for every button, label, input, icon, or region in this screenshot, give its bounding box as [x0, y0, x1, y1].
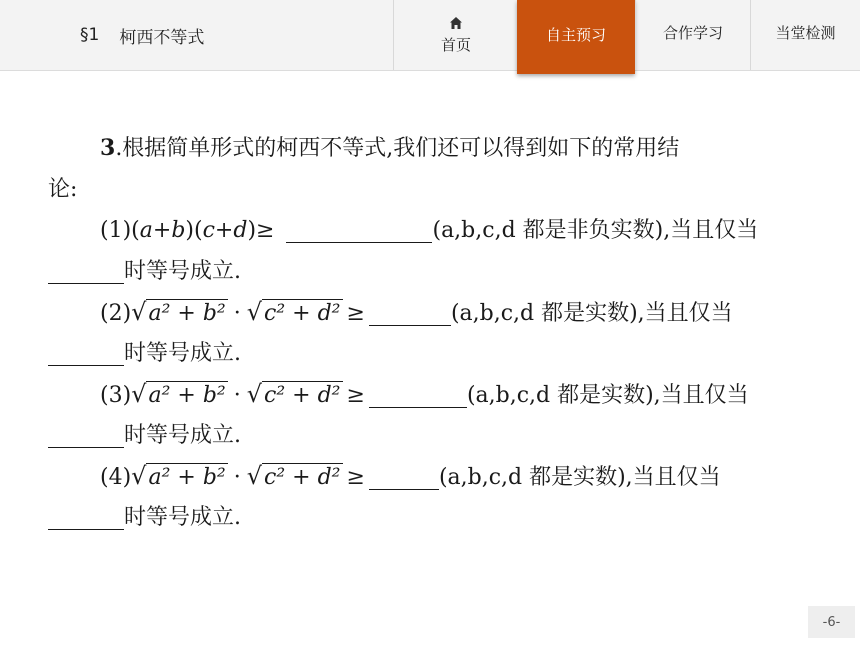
home-button[interactable]	[393, 0, 518, 70]
sqrt-sign: √	[131, 380, 147, 408]
item-1-line	[48, 210, 818, 251]
sqrt-radicand-left: a² + b²	[148, 465, 226, 490]
section-name: 柯西不等式	[119, 27, 205, 48]
expr-part: (	[131, 218, 140, 243]
tab-class-test[interactable]	[750, 0, 860, 70]
answer-blank[interactable]	[369, 297, 451, 326]
answer-blank[interactable]	[48, 255, 124, 284]
item-3-label: (3)	[100, 383, 132, 408]
sqrt-radicand-right: c² + d²	[264, 465, 341, 490]
answer-blank[interactable]	[369, 461, 439, 490]
item-4-label: (4)	[100, 465, 132, 490]
item-2-tail-line	[48, 333, 818, 374]
item-2-line	[48, 292, 818, 333]
sqrt-sign: √	[246, 380, 263, 408]
item-number: 3	[100, 135, 116, 161]
intro-continuation	[48, 169, 818, 210]
expr-var-a: a	[139, 218, 153, 243]
expr-paren: )(	[185, 218, 203, 243]
sqrt-sign: √	[246, 298, 263, 326]
item-3-line	[48, 374, 818, 415]
expr-close-geq: )≥	[247, 218, 275, 243]
item-2-label: (2)	[100, 301, 132, 326]
geq-sign: ≥	[346, 383, 365, 408]
expr-var-b: b	[171, 218, 186, 243]
item-1-condition: (a,b,c,d 都是非负实数),当且仅当	[432, 218, 759, 243]
sqrt-sign: √	[131, 462, 147, 490]
tab-cooperative-learning[interactable]	[635, 0, 750, 70]
section-title	[0, 0, 393, 70]
intro-text: .根据简单形式的柯西不等式,我们还可以得到如下的常用结	[115, 136, 680, 161]
answer-blank[interactable]	[369, 379, 467, 408]
intro-line	[48, 128, 818, 169]
section-number: §1	[80, 25, 100, 45]
item-4-line	[48, 456, 818, 497]
geq-sign: ≥	[346, 301, 365, 326]
tab-class-test-label: 当堂检测	[775, 24, 836, 42]
item-2-condition: (a,b,c,d 都是实数),当且仅当	[450, 301, 733, 326]
tab-cooperative-learning-label: 合作学习	[662, 24, 723, 42]
geq-sign: ≥	[346, 465, 365, 490]
sqrt-sign: √	[131, 298, 147, 326]
top-navigation-bar	[0, 0, 860, 71]
item-3-condition: (a,b,c,d 都是实数),当且仅当	[466, 383, 749, 408]
tab-self-study[interactable]	[517, 0, 635, 74]
item-2-tail: 时等号成立.	[124, 341, 241, 366]
item-1-label: (1)	[100, 218, 132, 243]
dot-operator: ·	[233, 301, 241, 326]
answer-blank[interactable]	[286, 214, 432, 243]
sqrt-radicand-right: c² + d²	[264, 301, 341, 326]
sqrt-radicand-left: a² + b²	[148, 383, 226, 408]
expr-var-c: c	[202, 218, 215, 243]
sqrt-radicand-right: c² + d²	[264, 383, 341, 408]
main-content	[48, 128, 818, 538]
sqrt-sign: √	[246, 462, 263, 490]
tab-self-study-label: 自主预习	[545, 26, 606, 44]
sqrt-radicand-left: a² + b²	[148, 301, 226, 326]
page-number: -6-	[808, 606, 855, 638]
item-3-tail: 时等号成立.	[124, 423, 241, 448]
item-1-tail-line	[48, 251, 818, 292]
home-label: 首页	[440, 35, 471, 54]
item-4-tail-line	[48, 497, 818, 538]
expr-plus: +	[214, 218, 234, 243]
item-4-tail: 时等号成立.	[124, 505, 241, 530]
expr-plus: +	[152, 218, 172, 243]
answer-blank[interactable]	[48, 501, 124, 530]
item-3-tail-line	[48, 415, 818, 456]
answer-blank[interactable]	[48, 419, 124, 448]
dot-operator: ·	[233, 383, 241, 408]
intro-cont-text: 论:	[48, 177, 78, 202]
item-4-condition: (a,b,c,d 都是实数),当且仅当	[438, 465, 721, 490]
expr-var-d: d	[233, 218, 248, 243]
home-icon	[449, 16, 463, 30]
item-1-tail: 时等号成立.	[124, 259, 241, 284]
answer-blank[interactable]	[48, 337, 124, 366]
dot-operator: ·	[233, 465, 241, 490]
